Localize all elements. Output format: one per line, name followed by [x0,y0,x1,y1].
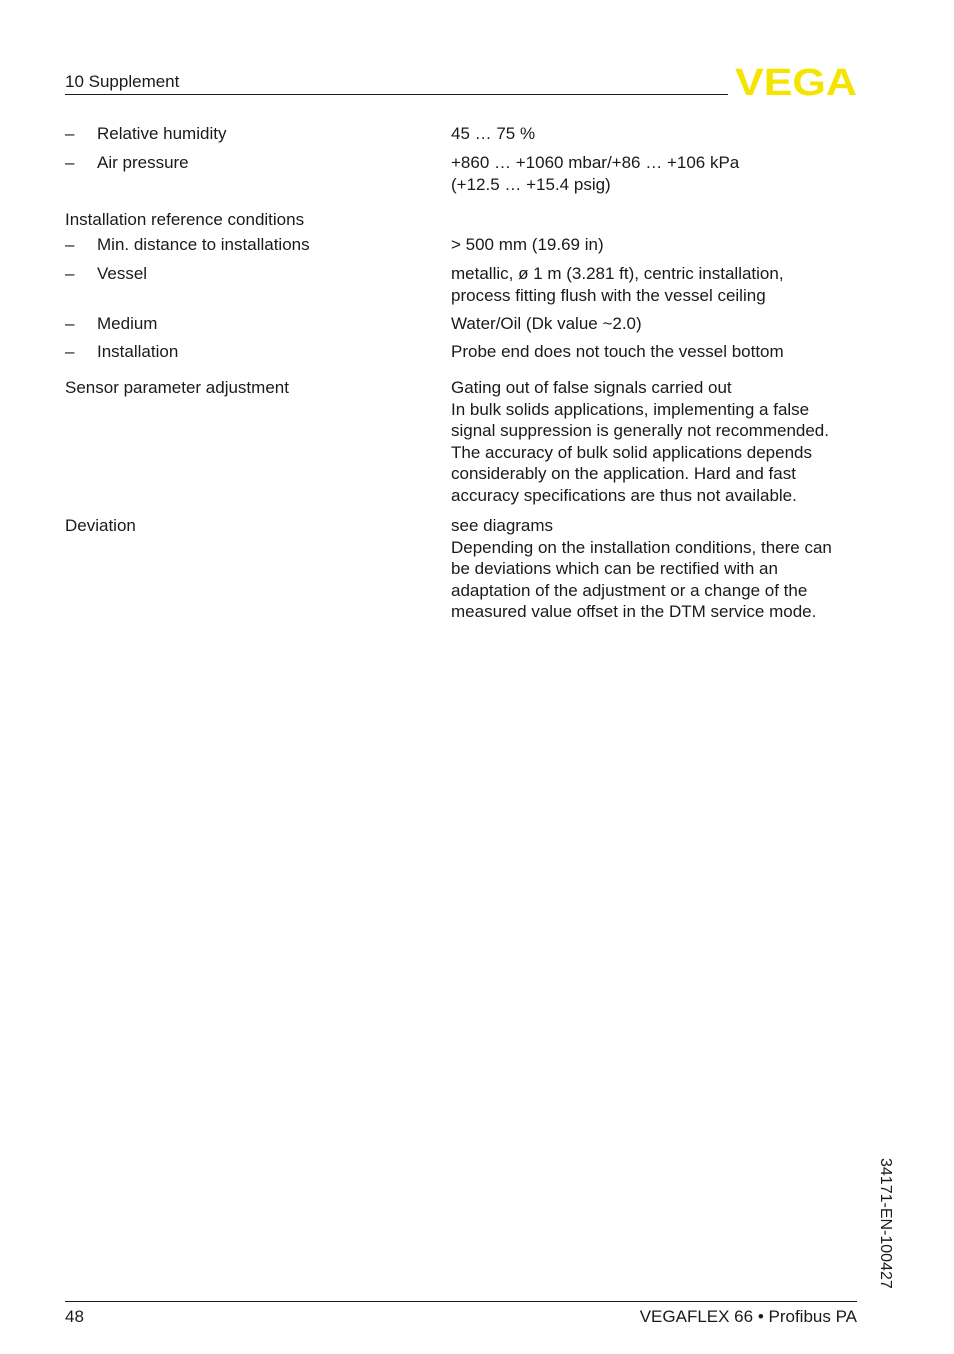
value-air-pressure: +860 … +1060 mbar/+86 … +106 kPa (+12.5 … +15.4 psig) [451,153,740,194]
list-dash: – [65,124,75,143]
list-dash: – [65,314,75,333]
svg-text:VEGA: VEGA [735,66,857,98]
footer-rule [65,1301,857,1302]
heading-installation-conditions: Installation reference conditions [65,210,305,229]
label-installation: Installation [97,342,179,361]
document-id: 34171-EN-100427 [877,1158,894,1289]
value-min-distance: > 500 mm (19.69 in) [451,235,604,254]
list-dash: – [65,235,75,254]
list-dash: – [65,153,75,172]
list-dash: – [65,342,75,361]
value-medium: Water/Oil (Dk value ~2.0) [451,314,642,333]
value-relative-humidity: 45 … 75 % [451,124,536,143]
label-air-pressure: Air pressure [97,153,189,172]
page-number: 48 [65,1307,84,1326]
header-rule [65,94,728,95]
label-medium: Medium [97,314,158,333]
label-sensor-adjustment: Sensor parameter adjustment [65,378,289,397]
label-relative-humidity: Relative humidity [97,124,227,143]
vega-logo [734,66,858,98]
label-min-distance: Min. distance to installations [97,235,310,254]
section-header: 10 Supplement [65,72,180,91]
label-vessel: Vessel [97,264,148,283]
footer-product-title: VEGAFLEX 66 • Profibus PA [639,1307,857,1326]
list-dash: – [65,264,75,283]
value-installation: Probe end does not touch the vessel bottom [451,342,784,361]
value-vessel: metallic, ø 1 m (3.281 ft), centric installation, process fitting flush with the vessel ceiling [451,264,784,305]
value-sensor-adjustment: Gating out of false signals carried out In bulk solids applications, implementing a false signal suppression is generally not recommended. The accuracy of bulk solid applications depends considerably on the application. Hard and fast accuracy specifications are thus not available. [451,378,829,505]
value-deviation: see diagrams Depending on the installation conditions, there can be deviations which can be rectified with an adaptation of the adjustment or a change of the measured value offset in the DTM service mode. [451,516,832,621]
label-deviation: Deviation [65,516,136,535]
